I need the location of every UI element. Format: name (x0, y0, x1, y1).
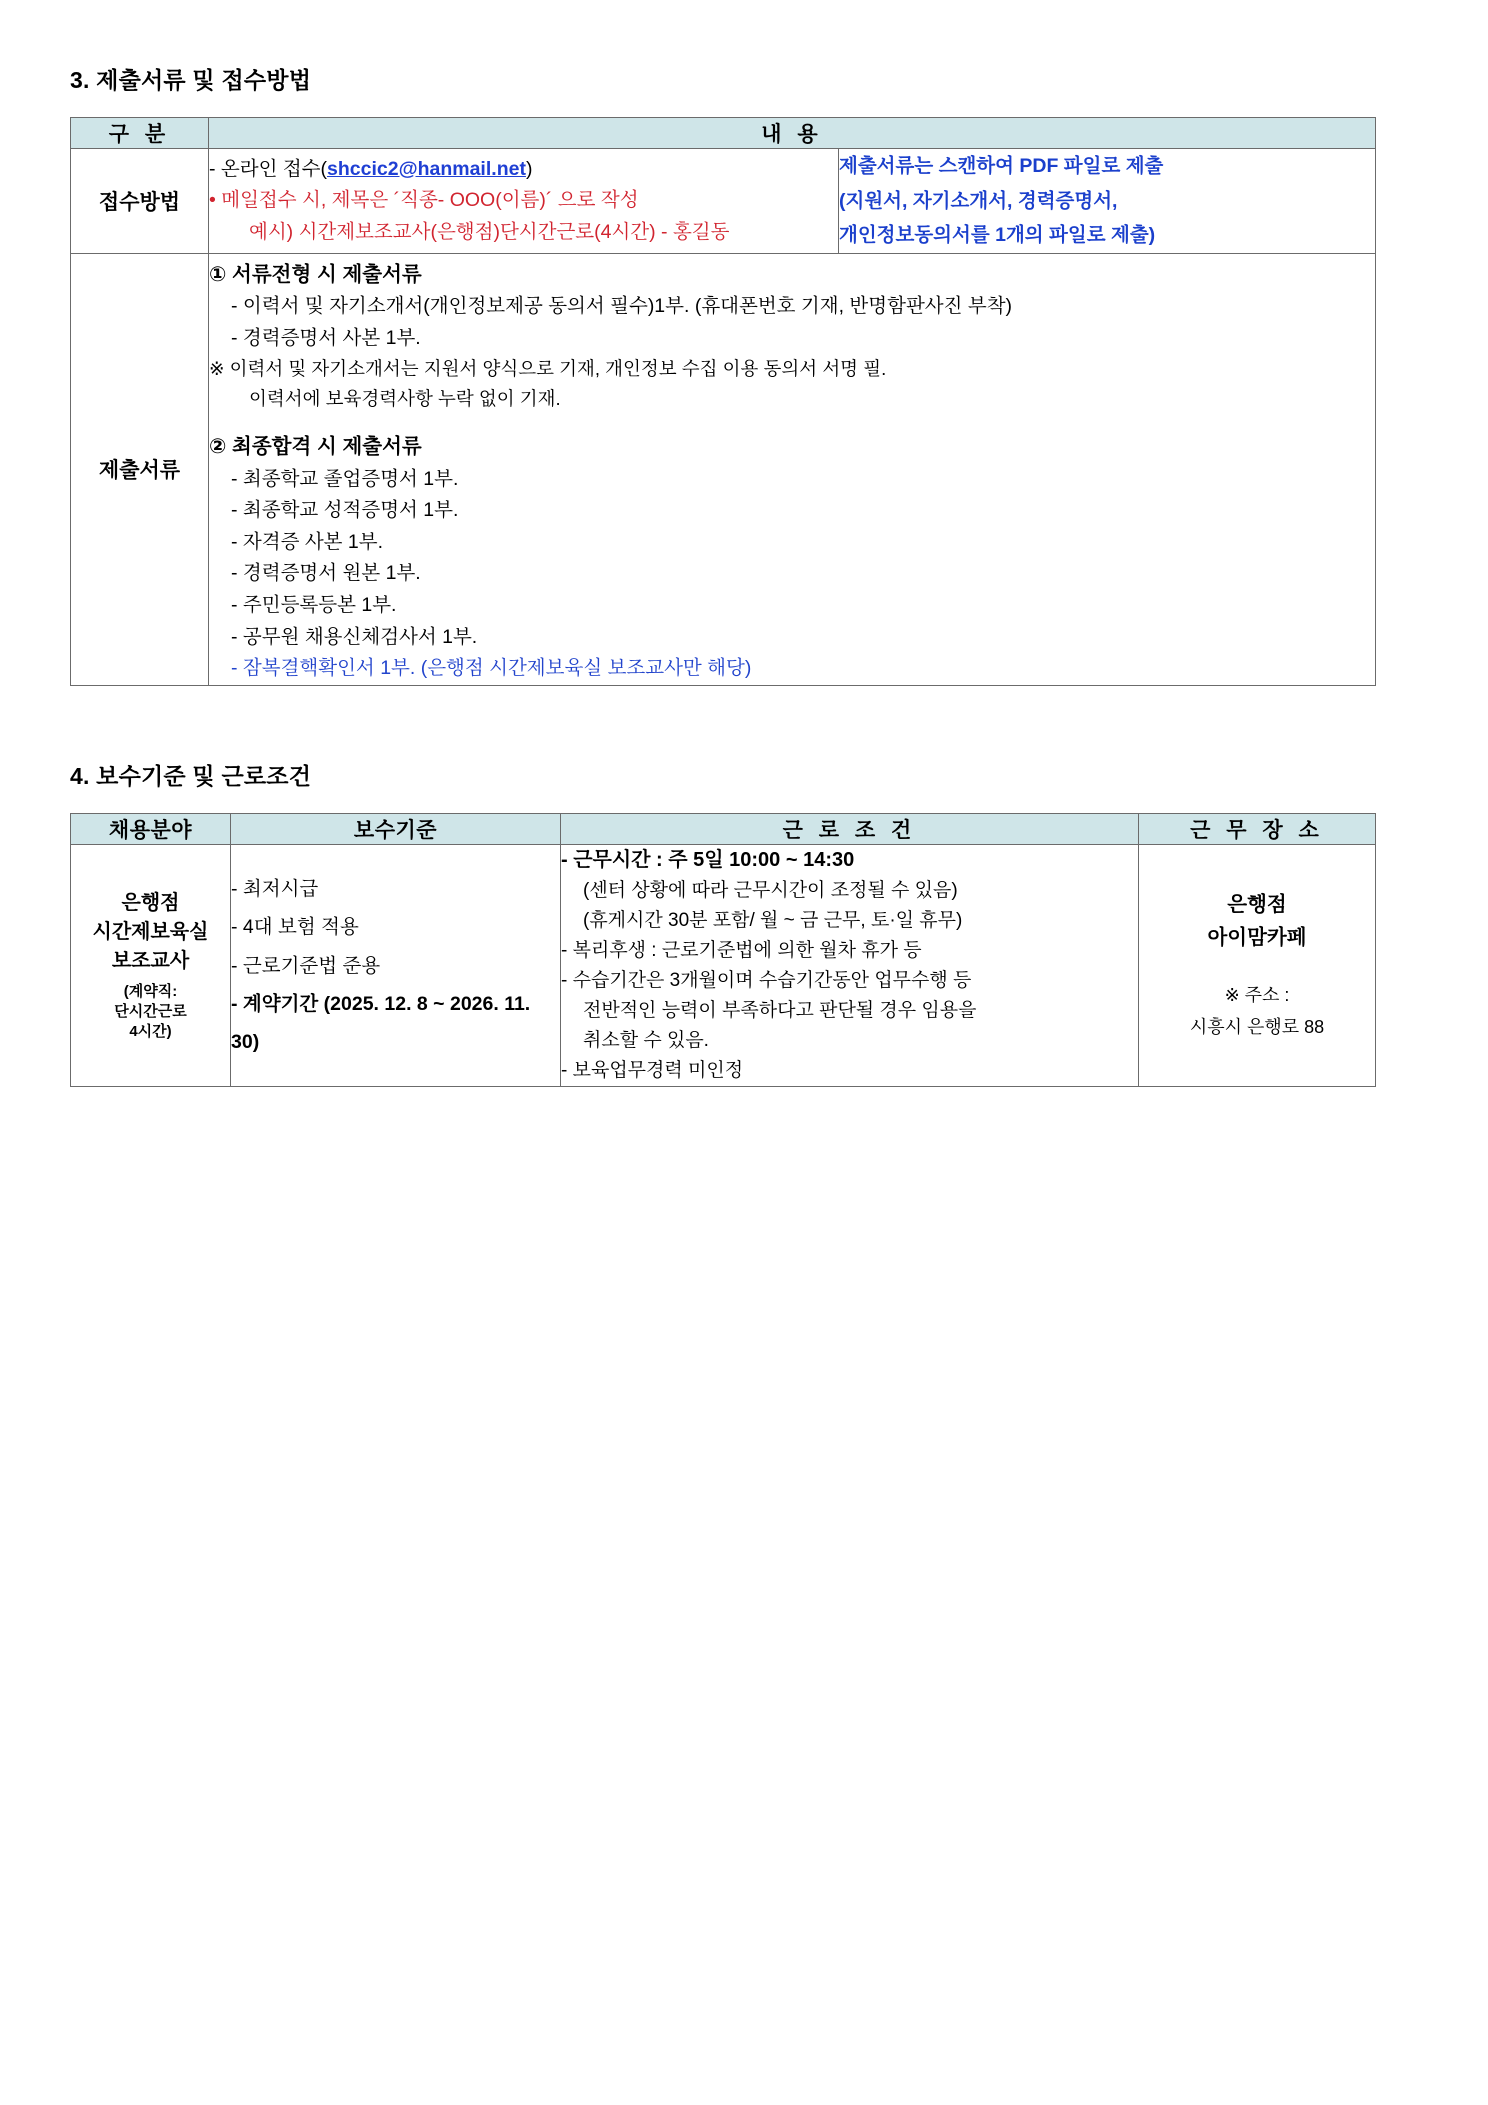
job-field-cell (71, 844, 231, 1087)
screening-note-1: ※ 이력서 및 자기소개서는 지원서 양식으로 기재, 개인정보 수집 이용 동의서 서명 필. (209, 358, 887, 380)
pay-item: - 근로기준법 준용 (231, 954, 381, 977)
row-label-required-documents: 제출서류 (71, 254, 209, 686)
final-document-item: - 경력증명서 원본 1부. (231, 562, 421, 585)
probation-item-cont-2: 취소할 수 있음. (583, 1030, 709, 1052)
final-document-item-tb-test: - 잠복결핵확인서 1부. (은행점 시간제보육실 보조교사만 해당) (231, 657, 752, 680)
row-label-application-method: 접수방법 (71, 149, 209, 254)
column-header-job-field: 채용분야 (71, 813, 231, 844)
column-header-work-conditions: 근 로 조 건 (561, 813, 1139, 844)
section-4-heading: 4. 보수기준 및 근로조건 (70, 762, 312, 789)
compensation-table (70, 813, 1376, 1088)
job-field-line-1: 은행점 (121, 891, 180, 914)
final-document-item: - 최종학교 성적증명서 1부. (231, 499, 459, 522)
location-address-label: ※ 주소 : (1224, 984, 1290, 1005)
location-name-line-2: 아이맘카페 (1207, 925, 1307, 949)
online-application-prefix: - 온라인 접수( (209, 157, 328, 180)
pdf-note-line-2: (지원서, 자기소개서, 경력증명서, (839, 189, 1118, 212)
work-conditions-cell (561, 844, 1139, 1087)
work-location-cell (1139, 844, 1376, 1087)
benefit-item: - 복리후생 : 근로기준법에 의한 월차 휴가 등 (561, 940, 922, 962)
final-document-item: - 최종학교 졸업증명서 1부. (231, 467, 459, 490)
screening-note-2: 이력서에 보육경력사항 누락 없이 기재. (249, 388, 561, 410)
online-application-suffix: ) (525, 157, 533, 180)
probation-item: - 수습기간은 3개월이며 수습기간동안 업무수행 등 (561, 970, 972, 992)
pay-item: - 4대 보험 적용 (231, 916, 359, 939)
table-row-application-method (71, 149, 1376, 254)
pay-item: - 최저시급 (231, 878, 319, 901)
contract-period: - 계약기간 (2025. 12. 8 ~ 2026. 11. 30) (231, 992, 531, 1053)
pdf-note-line-1: 제출서류는 스캔하여 PDF 파일로 제출 (839, 155, 1164, 177)
job-field-note-1: (계약직: (123, 982, 178, 1000)
job-field-line-3: 보조교사 (111, 949, 190, 972)
pay-standard-cell (231, 844, 561, 1087)
pdf-submission-note (839, 149, 1376, 254)
table-header-row (71, 813, 1376, 844)
job-field-note-2: 단시간근로 (114, 1002, 187, 1020)
column-header-work-location: 근 무 장 소 (1139, 813, 1376, 844)
application-method-content (209, 149, 839, 254)
screening-documents-title: ① 서류전형 시 제출서류 (209, 263, 422, 287)
table-row (71, 844, 1376, 1087)
screening-document-item: - 경력증명서 사본 1부. (231, 326, 421, 349)
location-name-line-1: 은행점 (1227, 892, 1287, 916)
pdf-note-line-3: 개인정보동의서를 1개의 파일로 제출) (839, 224, 1156, 247)
final-document-item: - 자격증 사본 1부. (231, 530, 384, 553)
work-hours-title: - 근무시간 : 주 5일 10:00 ~ 14:30 (561, 848, 855, 871)
column-header-content: 내 용 (209, 118, 1376, 149)
final-document-item: - 공무원 채용신체검사서 1부. (231, 625, 478, 648)
column-header-division: 구 분 (71, 118, 209, 149)
final-document-item: - 주민등록등본 1부. (231, 593, 397, 616)
location-address: 시흥시 은행로 88 (1189, 1017, 1325, 1038)
email-subject-rule: • 메일접수 시, 제목은 ´직종- OOO(이름)´ 으로 작성 (209, 189, 639, 212)
probation-item-cont-1: 전반적인 능력이 부족하다고 판단될 경우 임용을 (583, 1000, 977, 1022)
job-field-line-2: 시간제보육실 (92, 920, 209, 943)
column-header-pay-standard: 보수기준 (231, 813, 561, 844)
email-subject-example: 예시) 시간제보조교사(은행점)단시간근로(4시간) - 홍길동 (249, 220, 730, 243)
final-documents-title: ② 최종합격 시 제출서류 (209, 435, 422, 459)
job-field-note-3: 4시간) (129, 1023, 172, 1041)
section-3-heading: 3. 제출서류 및 접수방법 (70, 67, 312, 93)
work-hours-note-1: (센터 상황에 따라 근무시간이 조정될 수 있음) (583, 880, 958, 902)
screening-document-item: - 이력서 및 자기소개서(개인정보제공 동의서 필수)1부. (휴대폰번호 기재, 반명함판사진 부착) (231, 295, 1013, 318)
work-hours-note-2: (휴게시간 30분 포함/ 월 ~ 금 근무, 토·일 휴무) (583, 910, 963, 932)
email-link[interactable]: shccic2@hanmail.net (327, 157, 526, 180)
career-recognition-item: - 보육업무경력 미인정 (561, 1060, 744, 1082)
online-application-line (209, 154, 838, 186)
required-documents-content (209, 254, 1376, 686)
submission-table (70, 117, 1376, 686)
table-header-row (71, 118, 1376, 149)
table-row-required-documents (71, 254, 1376, 686)
